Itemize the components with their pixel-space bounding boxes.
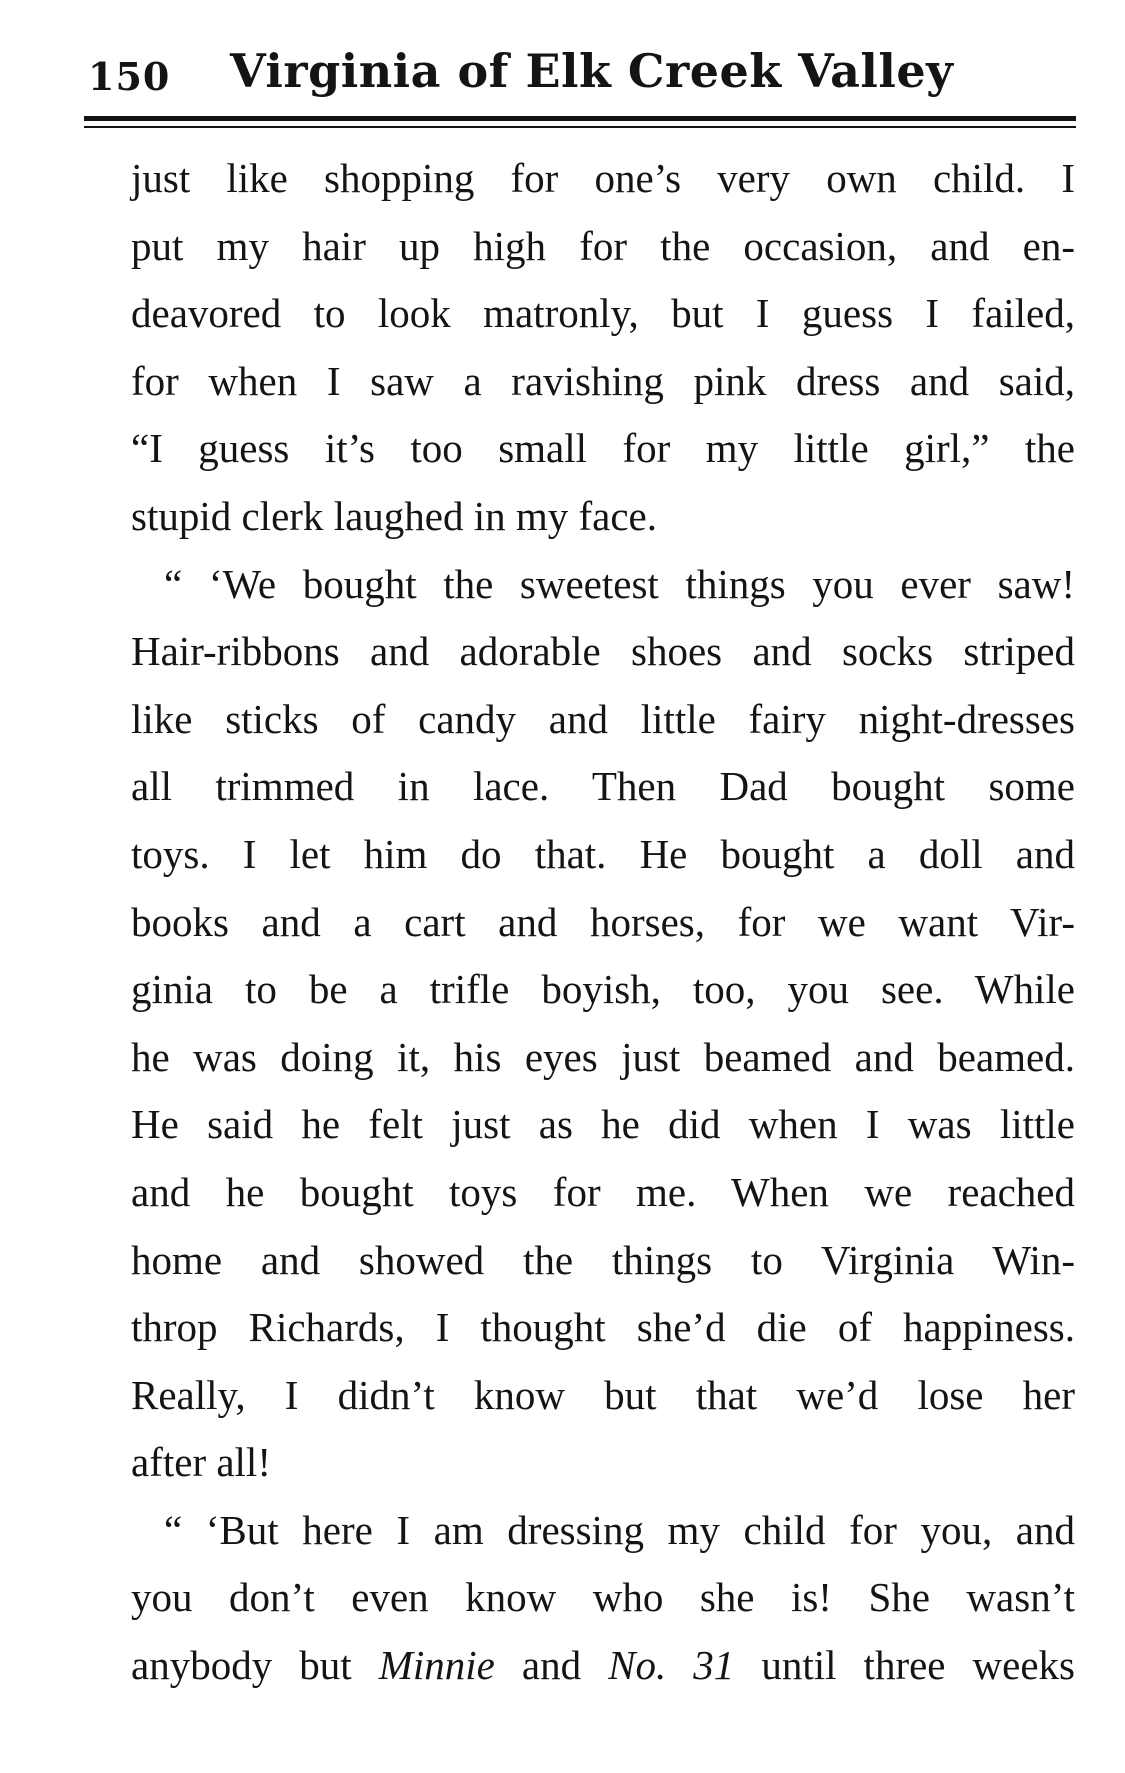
text-line: Hair-ribbons and adorable shoes and socks striped bbox=[131, 628, 1075, 675]
running-title: Virginia of Elk Creek Valley bbox=[230, 44, 954, 98]
text-line-final bbox=[131, 1632, 1075, 1700]
text-line: home and showed the things to Virginia Win- bbox=[131, 1236, 1075, 1283]
italic-number: No. 31 bbox=[608, 1642, 735, 1689]
italic-name: Minnie bbox=[378, 1642, 495, 1689]
text-line: deavored to look matronly, but I guess I failed, bbox=[131, 290, 1075, 337]
text-line: stupid clerk laughed in my face. bbox=[131, 492, 657, 539]
text-line: put my hair up high for the occasion, and en- bbox=[131, 222, 1075, 269]
text-line: books and a cart and horses, for we want Vir- bbox=[131, 898, 1075, 945]
text-run: anybody but bbox=[131, 1642, 379, 1689]
text-run: and bbox=[494, 1642, 609, 1689]
running-header bbox=[88, 38, 1078, 110]
header-rule-thick bbox=[84, 116, 1076, 121]
text-line: he was doing it, his eyes just beamed and beamed. bbox=[131, 1033, 1075, 1080]
text-line: you don’t even know who she is! She wasn’t bbox=[131, 1574, 1075, 1621]
text-run: until three weeks bbox=[734, 1642, 1075, 1689]
text-line: Really, I didn’t know but that we’d lose her bbox=[131, 1371, 1075, 1418]
header-rule-thin bbox=[84, 126, 1076, 128]
text-line: throp Richards, I thought she’d die of happiness. bbox=[131, 1304, 1075, 1351]
paragraph-start-line: “ ‘But here I am dressing my child for you, and bbox=[164, 1506, 1075, 1553]
text-line: just like shopping for one’s very own child. I bbox=[131, 155, 1075, 201]
text-line: like sticks of candy and little fairy night-dresses bbox=[131, 695, 1075, 742]
text-line: and he bought toys for me. When we reached bbox=[131, 1168, 1075, 1215]
text-line: ginia to be a trifle boyish, too, you see. While bbox=[131, 966, 1075, 1013]
paragraph-start-line: “ ‘We bought the sweetest things you ever saw! bbox=[164, 560, 1075, 607]
text-line: “I guess it’s too small for my little girl,” the bbox=[131, 425, 1075, 472]
text-line: after all! bbox=[131, 1439, 271, 1486]
text-line: for when I saw a ravishing pink dress and said, bbox=[131, 357, 1075, 404]
page-number: 150 bbox=[88, 54, 171, 99]
text-line: He said he felt just as he did when I was little bbox=[131, 1101, 1075, 1148]
body-text bbox=[131, 145, 1075, 1700]
text-line: all trimmed in lace. Then Dad bought some bbox=[131, 763, 1075, 810]
text-line: toys. I let him do that. He bought a doll and bbox=[131, 830, 1075, 877]
